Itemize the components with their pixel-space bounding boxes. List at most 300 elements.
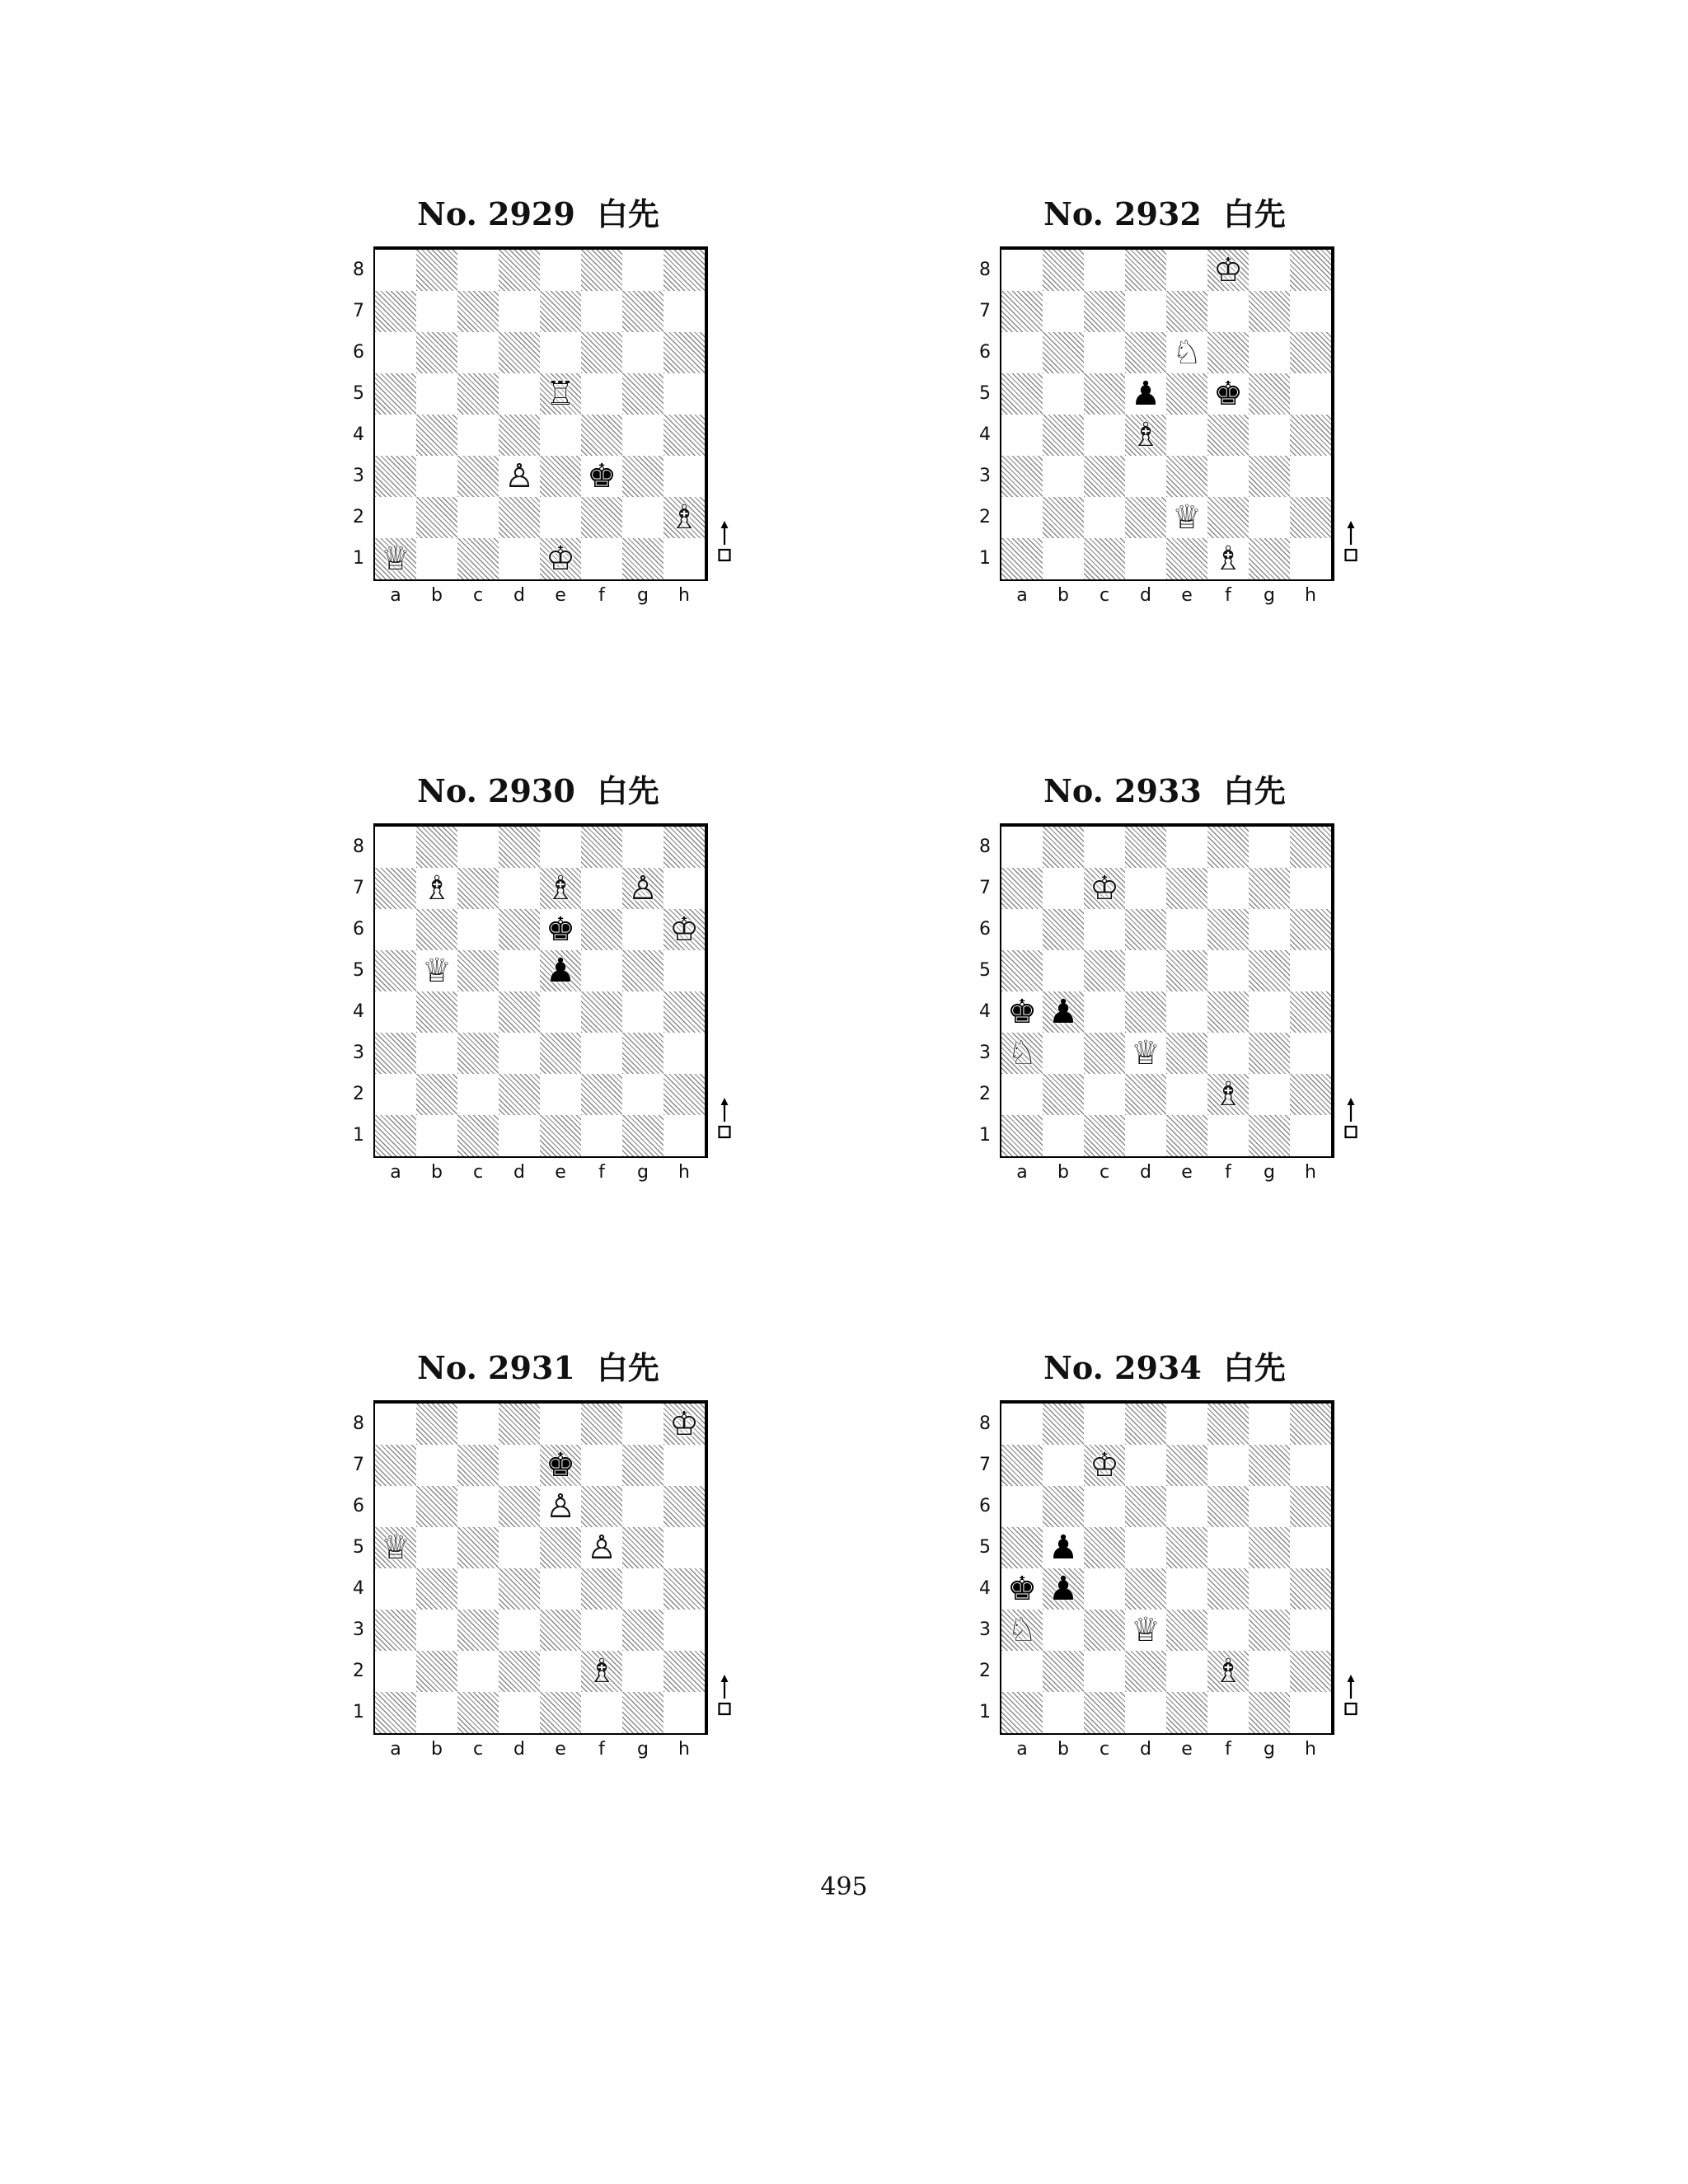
white-to-move-icon — [1341, 520, 1361, 563]
square-h8 — [1290, 827, 1331, 868]
file-label: e — [555, 1162, 566, 1183]
rank-label: 4 — [979, 424, 991, 445]
square-e2 — [540, 497, 581, 538]
white-queen-icon: ♕ — [422, 952, 452, 990]
white-pawn-icon: ♙ — [504, 457, 534, 495]
square-h4 — [1290, 991, 1331, 1033]
chess-diagram — [319, 1347, 781, 1776]
square-e2 — [1166, 497, 1207, 538]
square-g5 — [622, 1527, 663, 1568]
file-label: h — [1305, 585, 1316, 606]
square-d6 — [1125, 332, 1166, 373]
rank-label: 5 — [353, 960, 364, 981]
square-d6 — [499, 332, 540, 373]
square-c4 — [457, 1568, 499, 1610]
square-g4 — [622, 991, 663, 1033]
file-label: c — [1099, 1162, 1110, 1183]
square-c7 — [1084, 291, 1125, 332]
square-f4 — [581, 415, 622, 456]
rank-label: 5 — [979, 383, 991, 404]
square-f6 — [1207, 909, 1249, 950]
square-h3 — [663, 456, 705, 497]
square-b1 — [416, 1692, 457, 1733]
square-f7 — [581, 1445, 622, 1486]
turn-label: 白先 — [1222, 773, 1286, 809]
square-d8 — [1125, 1404, 1166, 1445]
square-f5 — [1207, 1527, 1249, 1568]
square-b7 — [416, 1445, 457, 1486]
square-c8 — [457, 1404, 499, 1445]
square-f1 — [1207, 538, 1249, 579]
square-h2 — [1290, 1074, 1331, 1115]
square-g4 — [1249, 1568, 1290, 1610]
square-f5 — [581, 950, 622, 991]
square-d7 — [1125, 868, 1166, 909]
square-d8 — [1125, 827, 1166, 868]
square-d3 — [1125, 1033, 1166, 1074]
file-label: g — [637, 1162, 649, 1183]
square-b8 — [1043, 250, 1084, 291]
square-h3 — [663, 1033, 705, 1074]
square-d5 — [1125, 950, 1166, 991]
white-knight-icon: ♘ — [1172, 334, 1202, 372]
square-a2 — [1001, 1651, 1043, 1692]
square-a3 — [375, 456, 416, 497]
square-g7 — [622, 868, 663, 909]
square-h7 — [663, 291, 705, 332]
white-king-icon: ♔ — [669, 1405, 699, 1443]
file-label: c — [472, 1739, 484, 1760]
rank-label: 5 — [979, 1537, 991, 1558]
square-c4 — [457, 991, 499, 1033]
square-c2 — [457, 1074, 499, 1115]
square-g5 — [1249, 373, 1290, 415]
square-c4 — [1084, 1568, 1125, 1610]
rank-label: 1 — [979, 1702, 991, 1722]
square-b5 — [1043, 373, 1084, 415]
square-f7 — [581, 291, 622, 332]
square-b6 — [416, 332, 457, 373]
square-b3 — [1043, 456, 1084, 497]
square-e2 — [1166, 1074, 1207, 1115]
square-f3 — [581, 1033, 622, 1074]
square-a1 — [1001, 1692, 1043, 1733]
square-a6 — [375, 909, 416, 950]
square-d6 — [499, 1486, 540, 1527]
square-g3 — [622, 456, 663, 497]
white-pawn-icon: ♙ — [546, 1488, 575, 1526]
square-e4 — [540, 1568, 581, 1610]
black-king-icon: ♚ — [1007, 993, 1037, 1031]
square-h2 — [663, 1074, 705, 1115]
square-e4 — [1166, 991, 1207, 1033]
square-g8 — [1249, 1404, 1290, 1445]
square-e3 — [1166, 1033, 1207, 1074]
square-d2 — [1125, 1074, 1166, 1115]
rank-label: 8 — [979, 1413, 991, 1434]
square-g3 — [622, 1610, 663, 1651]
file-label: e — [1181, 1739, 1193, 1760]
file-label: a — [390, 1739, 401, 1760]
rank-label: 6 — [979, 342, 991, 363]
white-knight-icon: ♘ — [1007, 1611, 1037, 1649]
square-h7 — [1290, 291, 1331, 332]
square-a1 — [1001, 538, 1043, 579]
square-b6 — [1043, 332, 1084, 373]
square-e7 — [1166, 1445, 1207, 1486]
square-b4 — [1043, 991, 1084, 1033]
square-h5 — [1290, 950, 1331, 991]
square-b8 — [1043, 1404, 1084, 1445]
square-b5 — [416, 1527, 457, 1568]
square-a7 — [375, 1445, 416, 1486]
white-to-move-icon — [715, 1097, 734, 1140]
square-g3 — [622, 1033, 663, 1074]
square-g7 — [622, 291, 663, 332]
white-queen-icon: ♕ — [1131, 1034, 1160, 1072]
chess-board — [1000, 246, 1334, 581]
rank-label: 8 — [979, 837, 991, 857]
square-h5 — [663, 950, 705, 991]
square-g2 — [1249, 497, 1290, 538]
square-c3 — [1084, 1610, 1125, 1651]
square-d4 — [499, 415, 540, 456]
square-c1 — [457, 1692, 499, 1733]
square-c7 — [457, 291, 499, 332]
rank-label: 1 — [353, 548, 364, 569]
rank-label: 1 — [979, 548, 991, 569]
square-c7 — [457, 868, 499, 909]
square-a7 — [1001, 291, 1043, 332]
square-a2 — [1001, 1074, 1043, 1115]
chess-diagram — [319, 194, 781, 622]
file-label: b — [1057, 1739, 1069, 1760]
problem-number: No. 2933 — [1043, 772, 1202, 809]
file-label: g — [1264, 1739, 1275, 1760]
square-g4 — [622, 1568, 663, 1610]
square-b3 — [416, 1033, 457, 1074]
white-queen-icon: ♕ — [381, 540, 410, 578]
square-c2 — [457, 1651, 499, 1692]
square-f8 — [581, 827, 622, 868]
square-h4 — [663, 991, 705, 1033]
square-f8 — [1207, 1404, 1249, 1445]
chess-diagram — [945, 1347, 1407, 1776]
square-d2 — [1125, 497, 1166, 538]
white-bishop-icon: ♗ — [1213, 1076, 1243, 1113]
square-c8 — [1084, 250, 1125, 291]
square-g4 — [1249, 415, 1290, 456]
square-e1 — [540, 538, 581, 579]
square-e4 — [540, 991, 581, 1033]
square-g2 — [622, 1074, 663, 1115]
file-label: g — [637, 585, 649, 606]
square-a5 — [375, 1527, 416, 1568]
square-c5 — [1084, 950, 1125, 991]
problem-number: No. 2930 — [417, 772, 575, 809]
file-label: a — [1016, 585, 1028, 606]
rank-label: 7 — [979, 1455, 991, 1475]
square-f5 — [581, 373, 622, 415]
square-a8 — [1001, 250, 1043, 291]
rank-label: 4 — [353, 1001, 364, 1022]
square-e2 — [540, 1651, 581, 1692]
square-a7 — [1001, 1445, 1043, 1486]
file-label: g — [637, 1739, 649, 1760]
square-b7 — [416, 291, 457, 332]
rank-label: 4 — [353, 1578, 364, 1599]
square-c1 — [1084, 538, 1125, 579]
square-b3 — [416, 1610, 457, 1651]
file-label: f — [598, 1739, 605, 1760]
square-c7 — [457, 1445, 499, 1486]
square-g8 — [1249, 250, 1290, 291]
square-d4 — [499, 991, 540, 1033]
chess-board — [1000, 1400, 1334, 1735]
file-label: e — [1181, 585, 1193, 606]
square-c3 — [457, 456, 499, 497]
problem-number: No. 2931 — [417, 1349, 575, 1386]
square-e3 — [540, 1610, 581, 1651]
file-label: d — [1140, 1162, 1151, 1183]
file-label: h — [678, 585, 690, 606]
square-f4 — [581, 1568, 622, 1610]
square-d2 — [1125, 1651, 1166, 1692]
white-to-move-icon — [1341, 1674, 1361, 1717]
square-d8 — [499, 250, 540, 291]
square-e5 — [540, 1527, 581, 1568]
square-h5 — [663, 1527, 705, 1568]
square-h6 — [663, 909, 705, 950]
turn-label: 白先 — [596, 773, 659, 809]
rank-label: 4 — [979, 1578, 991, 1599]
square-h8 — [663, 827, 705, 868]
square-d8 — [499, 1404, 540, 1445]
square-d1 — [499, 1115, 540, 1156]
square-c5 — [1084, 373, 1125, 415]
square-b4 — [1043, 415, 1084, 456]
square-g7 — [1249, 291, 1290, 332]
square-a6 — [1001, 332, 1043, 373]
square-f3 — [1207, 1033, 1249, 1074]
chess-board — [373, 823, 708, 1158]
square-b4 — [416, 991, 457, 1033]
square-f2 — [581, 1651, 622, 1692]
square-c3 — [1084, 1033, 1125, 1074]
square-h8 — [1290, 1404, 1331, 1445]
file-label: e — [555, 1739, 566, 1760]
square-g7 — [1249, 1445, 1290, 1486]
square-h8 — [663, 250, 705, 291]
square-d1 — [1125, 1115, 1166, 1156]
square-a2 — [375, 1651, 416, 1692]
square-g8 — [622, 827, 663, 868]
square-b8 — [416, 1404, 457, 1445]
rank-label: 7 — [353, 1455, 364, 1475]
problem-number: No. 2934 — [1043, 1349, 1202, 1386]
square-c3 — [1084, 456, 1125, 497]
square-e3 — [1166, 1610, 1207, 1651]
square-d2 — [499, 1651, 540, 1692]
file-label: a — [1016, 1162, 1028, 1183]
square-f6 — [1207, 332, 1249, 373]
square-c1 — [1084, 1115, 1125, 1156]
square-d1 — [499, 1692, 540, 1733]
square-f5 — [1207, 373, 1249, 415]
square-d5 — [499, 1527, 540, 1568]
square-d1 — [1125, 1692, 1166, 1733]
square-g4 — [622, 415, 663, 456]
rank-label: 6 — [353, 919, 364, 940]
square-a1 — [375, 1692, 416, 1733]
square-d8 — [1125, 250, 1166, 291]
square-e5 — [1166, 373, 1207, 415]
square-d5 — [1125, 373, 1166, 415]
square-b5 — [1043, 950, 1084, 991]
square-g5 — [622, 950, 663, 991]
chess-diagram — [319, 771, 781, 1199]
rank-label: 3 — [353, 466, 364, 486]
rank-label: 7 — [353, 878, 364, 898]
square-h4 — [663, 1568, 705, 1610]
square-f6 — [581, 909, 622, 950]
square-g5 — [622, 373, 663, 415]
square-d3 — [499, 1610, 540, 1651]
square-e8 — [1166, 250, 1207, 291]
square-d1 — [499, 538, 540, 579]
square-e6 — [540, 332, 581, 373]
square-e1 — [1166, 538, 1207, 579]
square-a6 — [1001, 909, 1043, 950]
rank-label: 3 — [353, 1619, 364, 1640]
square-b6 — [416, 1486, 457, 1527]
black-pawn-icon: ♟ — [1048, 993, 1078, 1031]
square-c7 — [1084, 1445, 1125, 1486]
square-h7 — [1290, 1445, 1331, 1486]
white-bishop-icon: ♗ — [422, 869, 452, 907]
square-a8 — [1001, 1404, 1043, 1445]
rank-label: 1 — [353, 1702, 364, 1722]
square-f6 — [1207, 1486, 1249, 1527]
square-e4 — [1166, 415, 1207, 456]
square-a4 — [1001, 415, 1043, 456]
diagram-title — [373, 771, 703, 812]
square-f3 — [1207, 1610, 1249, 1651]
chess-diagram — [945, 194, 1407, 622]
black-pawn-icon: ♟ — [546, 952, 575, 990]
rank-label: 8 — [353, 1413, 364, 1434]
square-f5 — [581, 1527, 622, 1568]
square-f7 — [1207, 868, 1249, 909]
rank-label: 1 — [353, 1125, 364, 1146]
square-h1 — [1290, 538, 1331, 579]
square-g1 — [622, 538, 663, 579]
rank-label: 4 — [353, 424, 364, 445]
square-h7 — [1290, 868, 1331, 909]
square-g7 — [622, 1445, 663, 1486]
square-g6 — [622, 909, 663, 950]
square-c8 — [1084, 1404, 1125, 1445]
square-e3 — [540, 1033, 581, 1074]
square-f2 — [1207, 1074, 1249, 1115]
square-d1 — [1125, 538, 1166, 579]
white-queen-icon: ♕ — [381, 1529, 410, 1567]
square-d4 — [1125, 415, 1166, 456]
problem-number: No. 2929 — [417, 195, 575, 232]
square-e3 — [540, 456, 581, 497]
white-bishop-icon: ♗ — [1213, 1652, 1243, 1690]
square-h6 — [1290, 1486, 1331, 1527]
black-king-icon: ♚ — [1213, 375, 1243, 413]
square-e7 — [540, 868, 581, 909]
square-a5 — [1001, 950, 1043, 991]
square-d7 — [499, 291, 540, 332]
black-king-icon: ♚ — [1007, 1570, 1037, 1608]
square-e5 — [540, 950, 581, 991]
white-bishop-icon: ♗ — [587, 1652, 617, 1690]
square-f4 — [1207, 991, 1249, 1033]
square-c2 — [1084, 1074, 1125, 1115]
square-h1 — [1290, 1692, 1331, 1733]
file-label: e — [555, 585, 566, 606]
square-f3 — [1207, 456, 1249, 497]
rank-label: 5 — [979, 960, 991, 981]
white-queen-icon: ♕ — [1172, 499, 1202, 537]
square-a4 — [1001, 1568, 1043, 1610]
square-b5 — [416, 950, 457, 991]
rank-label: 2 — [353, 1661, 364, 1681]
square-c8 — [457, 827, 499, 868]
problem-number: No. 2932 — [1043, 195, 1202, 232]
square-f1 — [1207, 1115, 1249, 1156]
square-e1 — [540, 1115, 581, 1156]
square-f2 — [1207, 497, 1249, 538]
white-king-icon: ♔ — [1213, 251, 1243, 289]
white-bishop-icon: ♗ — [546, 869, 575, 907]
file-label: f — [1225, 1739, 1231, 1760]
rank-label: 3 — [979, 1043, 991, 1063]
square-f4 — [1207, 415, 1249, 456]
rank-label: 8 — [353, 260, 364, 280]
square-a6 — [375, 332, 416, 373]
file-label: c — [1099, 1739, 1110, 1760]
square-e1 — [540, 1692, 581, 1733]
file-label: e — [1181, 1162, 1193, 1183]
square-e6 — [540, 1486, 581, 1527]
square-g7 — [1249, 868, 1290, 909]
square-f1 — [581, 1115, 622, 1156]
chess-board — [373, 1400, 708, 1735]
square-e7 — [1166, 291, 1207, 332]
square-a5 — [375, 950, 416, 991]
square-g6 — [622, 1486, 663, 1527]
square-b1 — [1043, 1692, 1084, 1733]
turn-label: 白先 — [596, 1350, 659, 1386]
square-b3 — [1043, 1033, 1084, 1074]
square-a2 — [375, 1074, 416, 1115]
square-d7 — [499, 868, 540, 909]
square-f1 — [581, 1692, 622, 1733]
square-g2 — [622, 1651, 663, 1692]
square-h5 — [1290, 1527, 1331, 1568]
square-b2 — [1043, 1074, 1084, 1115]
square-d2 — [499, 1074, 540, 1115]
rank-label: 5 — [353, 383, 364, 404]
square-h5 — [663, 373, 705, 415]
square-e6 — [540, 909, 581, 950]
square-f7 — [1207, 1445, 1249, 1486]
page-number: 495 — [820, 1872, 868, 1901]
